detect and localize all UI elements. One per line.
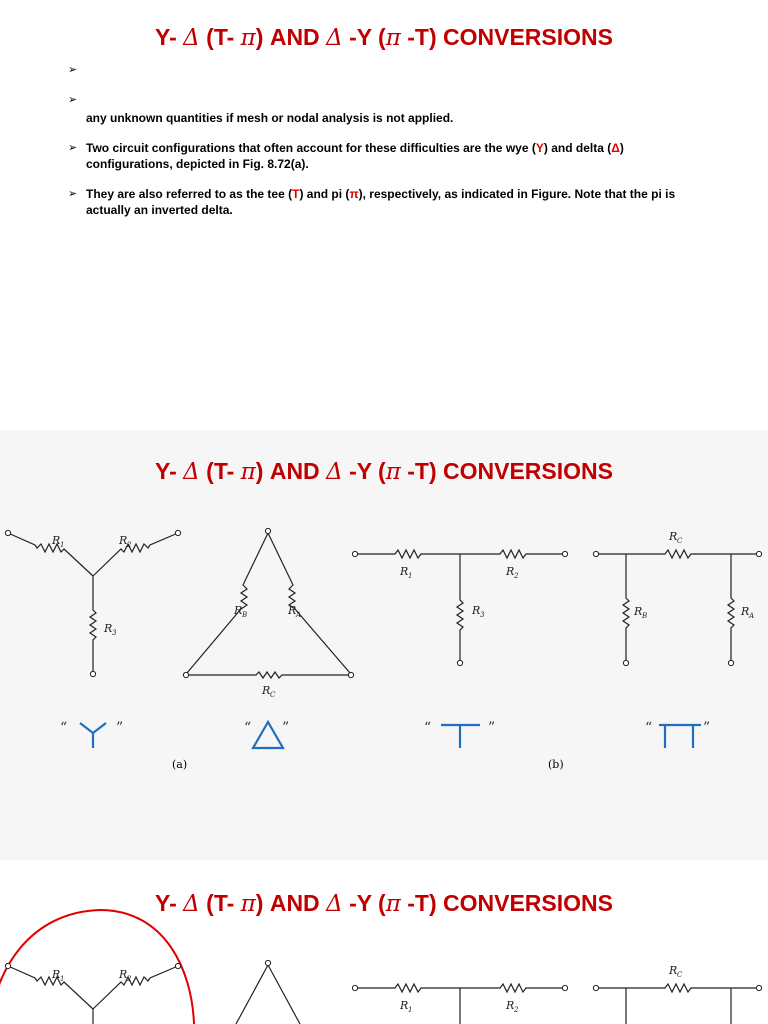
bullet-list [68, 62, 708, 218]
title-part: -Y ( [342, 458, 386, 484]
caption-a: (a) [172, 758, 188, 771]
label-r2: R [506, 565, 515, 578]
quote-open: “ [244, 720, 252, 736]
title-pi-symbol: π [385, 891, 401, 917]
terminal-node [593, 551, 598, 556]
label-rb: R [234, 604, 243, 617]
terminal-node [352, 551, 357, 556]
bullet-item [68, 62, 708, 78]
label-r3-sub: 3 [480, 611, 485, 619]
bullet-text: ) and delta ( [543, 141, 612, 155]
terminal-node [562, 551, 567, 556]
terminal-node [728, 660, 733, 665]
wye-network [5, 530, 180, 676]
shape-glyph-tee [424, 720, 495, 748]
bullet-item-continuation [68, 110, 708, 126]
terminal-node [352, 985, 357, 990]
highlight-tee: T [292, 187, 300, 201]
bullet-text: ), respectively, as indicated in Figure. Note that the pi is actually an inverted delta. [86, 187, 676, 217]
title-delta-symbol: Δ [183, 25, 200, 51]
label-r1: R [52, 534, 61, 547]
slide-3 [0, 860, 768, 1024]
label-rc: R [262, 684, 271, 697]
label-r1-sub: 1 [60, 975, 65, 983]
label-r1-sub: 1 [408, 1006, 413, 1014]
quote-close: ” [116, 720, 124, 736]
title-part: (T- [199, 458, 241, 484]
label-ra: R [741, 605, 750, 618]
quote-open: “ [424, 720, 432, 736]
title-pi-symbol: π [240, 891, 256, 917]
highlight-pi: π [349, 187, 359, 201]
annotation-circle [0, 910, 194, 1024]
terminal-node [90, 671, 95, 676]
label-ra-sub: A [749, 612, 755, 620]
highlight-delta: Δ [611, 141, 620, 155]
bullet-item [68, 92, 708, 108]
title-delta-symbol: Δ [326, 891, 343, 917]
title-part: -T) CONVERSIONS [400, 890, 613, 916]
label-r2: R [119, 534, 128, 547]
label-r2: R [506, 999, 515, 1012]
title-part: -T) CONVERSIONS [400, 458, 613, 484]
label-ra: R [288, 604, 297, 617]
title-part: ) AND [255, 458, 327, 484]
bullet-arrow-icon: ➢ [68, 64, 78, 76]
terminal-node [5, 963, 10, 968]
slide-1 [0, 0, 768, 430]
title-delta-symbol: Δ [183, 459, 200, 485]
quote-close: ” [488, 720, 496, 736]
title-pi-symbol: π [240, 25, 256, 51]
bullet-arrow-icon: ➢ [68, 188, 78, 200]
circuit-diagrams-repeat [0, 860, 768, 1024]
caption-b: (b) [548, 758, 564, 771]
bullet-item [68, 140, 708, 172]
title-part: Y- [155, 24, 184, 50]
terminal-node [593, 985, 598, 990]
label-r2-sub: 2 [514, 572, 519, 580]
circuit-diagrams [0, 430, 768, 860]
label-r2-sub: 2 [127, 541, 132, 549]
label-r2-sub: 2 [127, 975, 132, 983]
terminal-node [265, 528, 270, 533]
shape-glyph-pi [645, 720, 710, 748]
label-rc-sub: C [677, 971, 683, 979]
title-delta-symbol: Δ [326, 25, 343, 51]
bullet-text: ) and pi ( [299, 187, 350, 201]
label-r2-sub: 2 [514, 1006, 519, 1014]
terminal-node [183, 672, 188, 677]
title-part: (T- [199, 24, 241, 50]
tee-network [352, 550, 567, 666]
slide-1-title [0, 24, 768, 51]
label-r1: R [400, 999, 409, 1012]
title-part: -Y ( [342, 890, 386, 916]
terminal-node [265, 960, 270, 965]
title-part: ) AND [255, 24, 327, 50]
label-r1-sub: 1 [408, 572, 413, 580]
title-part: ) AND [255, 890, 327, 916]
label-rb: R [634, 605, 643, 618]
terminal-node [562, 985, 567, 990]
slide-2 [0, 430, 768, 860]
label-r1: R [400, 565, 409, 578]
title-part: Y- [155, 458, 184, 484]
title-delta-symbol: Δ [326, 459, 343, 485]
bullet-text: ) configurations, depicted in Fig. 8.72(a). [86, 141, 624, 171]
quote-close: ” [703, 720, 711, 736]
terminal-node [623, 660, 628, 665]
bullet-text: They are also referred to as the tee ( [86, 187, 293, 201]
wye-network [5, 963, 180, 1024]
quote-open: “ [60, 720, 68, 736]
title-part: (T- [199, 890, 241, 916]
label-r1-sub: 1 [60, 541, 65, 549]
shape-glyph-y [60, 720, 123, 748]
title-part: Y- [155, 890, 184, 916]
label-rc-sub: C [677, 537, 683, 545]
terminal-node [756, 985, 761, 990]
pi-network [593, 530, 761, 666]
terminal-node [348, 672, 353, 677]
bullet-arrow-icon: ➢ [68, 94, 78, 106]
terminal-node [457, 660, 462, 665]
delta-network [183, 528, 353, 699]
label-ra-sub: A [296, 611, 302, 619]
label-r3: R [472, 604, 481, 617]
label-r2: R [119, 968, 128, 981]
bullet-text: any unknown quantities if mesh or nodal analysis is not applied. [86, 111, 454, 125]
highlight-wye: Y [535, 141, 544, 155]
terminal-node [5, 530, 10, 535]
terminal-node [175, 530, 180, 535]
label-r1: R [52, 968, 61, 981]
label-rc-sub: C [270, 691, 276, 699]
bullet-text: Two circuit configurations that often account for these difficulties are the wye ( [86, 141, 536, 155]
label-rb-sub: B [642, 612, 648, 620]
bullet-arrow-icon: ➢ [68, 142, 78, 154]
label-rc: R [669, 964, 678, 977]
title-pi-symbol: π [385, 25, 401, 51]
label-r3-sub: 3 [112, 629, 117, 637]
title-part: -T) CONVERSIONS [400, 24, 613, 50]
title-pi-symbol: π [385, 459, 401, 485]
title-pi-symbol: π [240, 459, 256, 485]
quote-close: ” [282, 720, 290, 736]
label-rb-sub: B [242, 611, 248, 619]
label-r3: R [104, 622, 113, 635]
bullet-item [68, 186, 708, 218]
title-delta-symbol: Δ [183, 891, 200, 917]
label-rc: R [669, 530, 678, 543]
terminal-node [175, 963, 180, 968]
quote-open: “ [645, 720, 653, 736]
tee-network [352, 984, 567, 1024]
delta-network [236, 960, 300, 1024]
pi-network [593, 964, 761, 1024]
shape-glyph-delta [244, 720, 289, 748]
terminal-node [756, 551, 761, 556]
title-part: -Y ( [342, 24, 386, 50]
